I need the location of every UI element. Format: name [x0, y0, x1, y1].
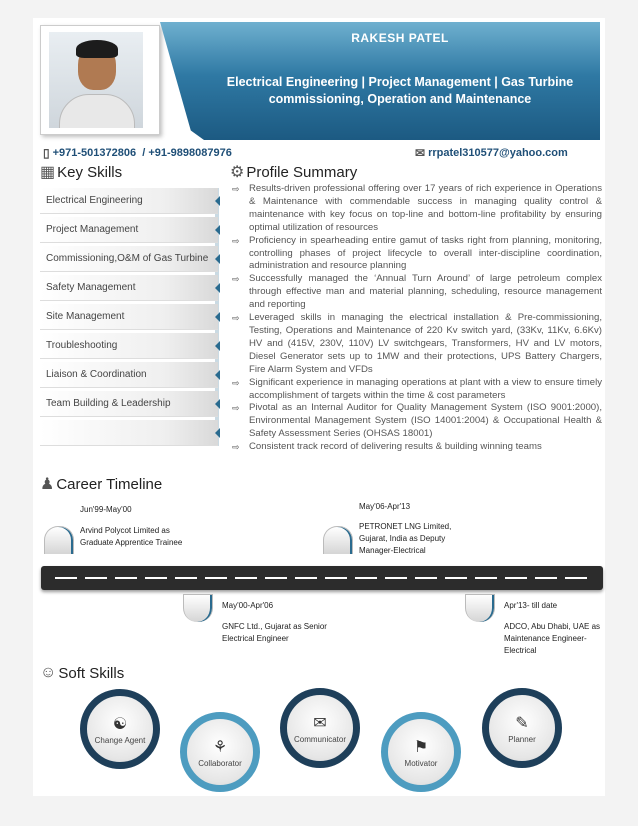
- skill-item: Electrical Engineering: [40, 188, 218, 214]
- skill-item: [40, 420, 218, 446]
- career-timeline-heading: ♟ Career Timeline: [40, 475, 163, 493]
- arrow-box-icon: ⇨: [232, 274, 240, 285]
- timeline-date: Apr'13- till date: [504, 601, 558, 610]
- skill-item: Site Management: [40, 304, 218, 330]
- timeline-date: Jun'99-May'00: [80, 505, 132, 514]
- timeline-role: PETRONET LNG Limited, Gujarat, India as Deputy Manager-Electrical: [359, 522, 452, 555]
- change-agent-icon: ☯: [112, 715, 128, 733]
- soft-skill-planner: ✎ Planner: [482, 688, 562, 768]
- soft-skill-communicator: ✉ Communicator: [280, 688, 360, 768]
- skills-icon: ▦: [40, 164, 56, 181]
- arrow-box-icon: ⇨: [232, 313, 240, 324]
- timeline-marker: [465, 594, 495, 622]
- mail-icon: ✉: [415, 146, 426, 160]
- arrow-box-icon: ⇨: [232, 235, 240, 246]
- summary-bullet: ⇨ Significant experience in managing operations at plant with a view to ensure timely accomplishment of targets within the time & cost parameters: [232, 376, 602, 401]
- key-skills-list: [40, 188, 218, 449]
- arrow-box-icon: ⇨: [232, 377, 240, 388]
- timeline-bar: [41, 566, 603, 590]
- planner-icon: ✎: [515, 714, 529, 732]
- candidate-name: RAKESH PATEL: [351, 31, 449, 45]
- timeline-role: ADCO, Abu Dhabi, UAE as Maintenance Engineer-Electrical: [504, 622, 601, 655]
- timeline-role: Arvind Polycot Limited as Graduate Apprentice Trainee: [80, 526, 183, 547]
- summary-bullet: ⇨ Pivotal as an Internal Auditor for Quality Management System (ISO 9001:2000), Environmental Management System (ISO 14001:2004) & Occupational Health & Safety Assessment Series (OHSAS 18001): [232, 402, 602, 440]
- profile-photo-frame: [40, 25, 160, 135]
- profile-summary-list: [230, 183, 602, 454]
- arrow-box-icon: ⇨: [232, 403, 240, 414]
- communicator-icon: ✉: [313, 714, 327, 732]
- summary-bullet: ⇨ Consistent track record of delivering results & building winning teams: [232, 441, 542, 453]
- summary-bullet: ⇨ Leveraged skills in managing the electrical installation & Pre-commissioning, Testing, Operations and Maintenance of 220 Kv switch yard, (33Kv, 11Kv, 6.6Kv) HV and (415V, 230V, 110V) LV switchgears, Transformers, HV and LV motors, Diesel Generator sets up to 1MW and their protections, UPS Battery Chargers, Fire Alarm System and VFDs: [232, 312, 602, 375]
- email-contact: [415, 146, 568, 160]
- collaborator-icon: ⚘: [212, 738, 228, 756]
- soft-skill-change-agent: ☯ Change Agent: [80, 689, 160, 769]
- summary-bullet: ⇨ Proficiency in spearheading entire gamut of tasks right from planning, monitoring, controlling phases of project lifecycle to overall inter-discipline coordination, administration and resource planning: [232, 234, 602, 272]
- arrow-box-icon: ⇨: [232, 442, 240, 453]
- soft-skill-collaborator: ⚘ Collaborator: [180, 712, 260, 792]
- timeline-date: May'00-Apr'06: [222, 601, 274, 610]
- skill-item: Project Management: [40, 217, 218, 243]
- phone-number: +971-501372806 / +91-9898087976: [52, 147, 232, 159]
- skill-item: Commissioning,O&M of Gas Turbine: [40, 246, 218, 272]
- motivator-icon: ⚑: [413, 738, 429, 756]
- people-icon: ☺: [40, 664, 57, 681]
- climber-icon: ♟: [40, 476, 55, 493]
- summary-bullet: ⇨ Successfully managed the ‘Annual Turn Around’ of large petroleum complex through effective man and material planning, scheduling, resource management and reporting: [232, 273, 602, 311]
- phone-icon: ▯: [43, 146, 50, 160]
- timeline-marker: [44, 526, 74, 554]
- profile-photo: [49, 32, 143, 128]
- arrow-box-icon: ⇨: [232, 184, 240, 194]
- phone-contact: [43, 146, 232, 160]
- timeline-marker: [183, 594, 213, 622]
- profile-summary-heading: ⚙ Profile Summary: [230, 163, 358, 181]
- summary-bullet: ⇨ Results-driven professional offering over 17 years of rich experience in Operations & Maintenance with commendable success in managing quality control & maintenance with key focus on top-line and bottom-line profitability by ensuring optimal utilization of resources: [232, 183, 602, 233]
- skill-item: Team Building & Leadership: [40, 391, 218, 417]
- soft-skills-heading: ☺ Soft Skills: [40, 664, 125, 682]
- key-skills-heading: ▦ Key Skills: [40, 163, 123, 181]
- timeline-marker: [323, 526, 353, 554]
- head-gear-icon: ⚙: [230, 164, 245, 181]
- skill-item: Liaison & Coordination: [40, 362, 218, 388]
- email-address[interactable]: rrpatel310577@yahoo.com: [428, 147, 568, 159]
- skill-item: Safety Management: [40, 275, 218, 301]
- skill-item: Troubleshooting: [40, 333, 218, 359]
- candidate-headline: Electrical Engineering | Project Management | Gas Turbine commissioning, Operation and Maintenance: [226, 75, 574, 106]
- timeline-role: GNFC Ltd., Gujarat as Senior Electrical Engineer: [222, 622, 327, 643]
- timeline-date: May'06-Apr'13: [359, 502, 411, 511]
- soft-skill-motivator: ⚑ Motivator: [381, 712, 461, 792]
